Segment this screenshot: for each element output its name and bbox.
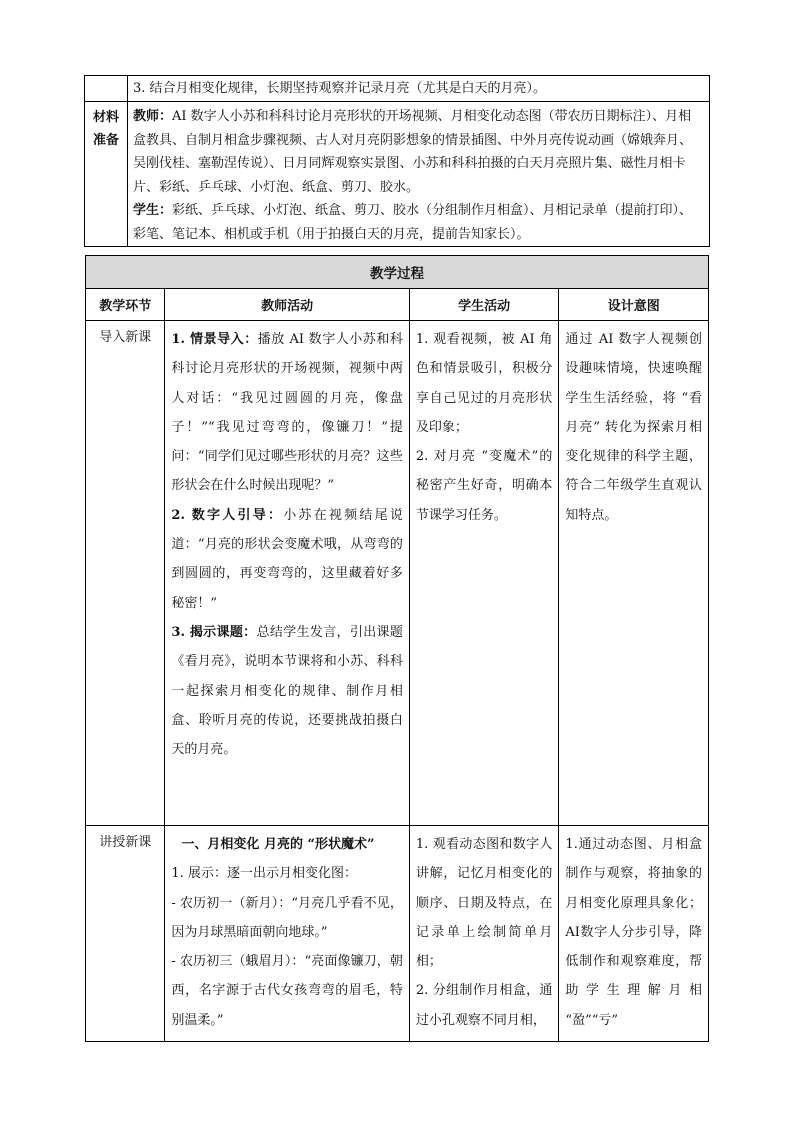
header-stage: 教学环节 (86, 289, 165, 321)
teacher-step: 1. 展示：逐一出示月相变化图： (171, 866, 357, 882)
materials-content (128, 102, 710, 247)
table-row (86, 321, 709, 826)
teaching-process-table (85, 255, 709, 1042)
teacher-label: 教师： (133, 109, 173, 124)
empty-label-cell (85, 76, 128, 102)
table-row (86, 826, 709, 1042)
stage-teaching: 讲授新课 (86, 826, 165, 1042)
student-step: 2. 对月亮 “变魔术”的秘密产生好奇，明确本节课学习任务。 (415, 449, 553, 523)
teacher-step: - 农历初三（蛾眉月）：“亮面像镰刀，朝西，名字源于古代女孩弯弯的眉毛，特别温柔。” (171, 954, 403, 1028)
teacher-activity-teaching (165, 826, 409, 1042)
teacher-step: 2. 数字人引导：小苏在视频结尾说道：“月亮的形状会变魔术哦，从弯弯的到圆圆的，再变弯弯的，这里藏着好多秘密！” (171, 507, 403, 611)
section-heading: 一、月相变化 月亮的 “形状魔术” (181, 837, 375, 852)
student-materials: 学生：彩纸、乒乓球、小灯泡、纸盒、剪刀、胶水（分组制作月相盒）、月相记录单（提前打印）、彩笔、笔记本、相机或手机（用于拍摄白天的月亮，提前告知家长）。 (133, 203, 693, 242)
objective-3: 3. 结合月相变化规律，长期坚持观察并记录月亮（尤其是白天的月亮）。 (128, 76, 710, 102)
design-intent-intro: 通过 AI 数字人视频创设趣味情境，快速唤醒学生生活经验，将 “看月亮” 转化为探索月相变化规律的科学主题，符合二年级学生直观认知特点。 (559, 321, 709, 826)
student-activity-teaching (409, 826, 559, 1042)
teacher-step: - 农历初一（新月）：“月亮几乎看不见，因为月球黑暗面朝向地球。” (171, 895, 403, 940)
student-step: 1. 观看视频，被 AI 角色和情景吸引，积极分享自己见过的月亮形状及印象； (415, 332, 553, 435)
objectives-materials-table (84, 75, 710, 247)
teacher-materials: 教师：AI 数字人小苏和科科讨论月亮形状的开场视频、月相变化动态图（带农历日期标注）、月相盒教具、自制月相盒步骤视频、古人对月亮阴影想象的情景插图、中外月亮传说动画（嫦娥奔月、吴刚伐桂、塞勒涅传说）、日月同辉观察实景图、小苏和科科拍摄的白天月亮照片集、磁性月相卡片、彩纸、乒乓球、小灯泡、纸盒、剪刀、胶水。 (133, 109, 693, 195)
process-title: 教学过程 (86, 256, 709, 289)
stage-intro: 导入新课 (86, 321, 165, 826)
student-activity-intro (409, 321, 559, 826)
student-step: 1. 观看动态图和数字人讲解，记忆月相变化的顺序、日期及特点，在记录单上绘制简单月相； (415, 837, 553, 970)
materials-label: 材料准备 (85, 102, 128, 247)
teacher-activity-intro (165, 321, 409, 826)
student-step: 2. 分组制作月相盒，通过小孔观察不同月相， (415, 983, 553, 1028)
design-intent-teaching: 1.通过动态图、月相盒制作与观察，将抽象的月相变化原理具象化；AI数字人分步引导，降低制作和观察难度，帮助学生理解月相 “盈”“亏” (559, 826, 709, 1042)
header-teacher: 教师活动 (165, 289, 409, 321)
teacher-step: 1. 情景导入：播放 AI 数字人小苏和科科讨论月亮形状的开场视频，视频中两人对话：“我见过圆圆的月亮，像盘子！”“我见过弯弯的，像镰刀！”提问：“同学们见过哪些形状的月亮？这些形状会在什么时候出现呢？” (171, 332, 403, 494)
student-label: 学生： (133, 203, 173, 218)
teacher-step: 3. 揭示课题：总结学生发言，引出课题《看月亮》，说明本节课将和小苏、科科一起探索月相变化的规律、制作月相盒、聆听月亮的传说，还要挑战拍摄白天的月亮。 (171, 624, 403, 758)
header-student: 学生活动 (409, 289, 559, 321)
header-intent: 设计意图 (559, 289, 709, 321)
